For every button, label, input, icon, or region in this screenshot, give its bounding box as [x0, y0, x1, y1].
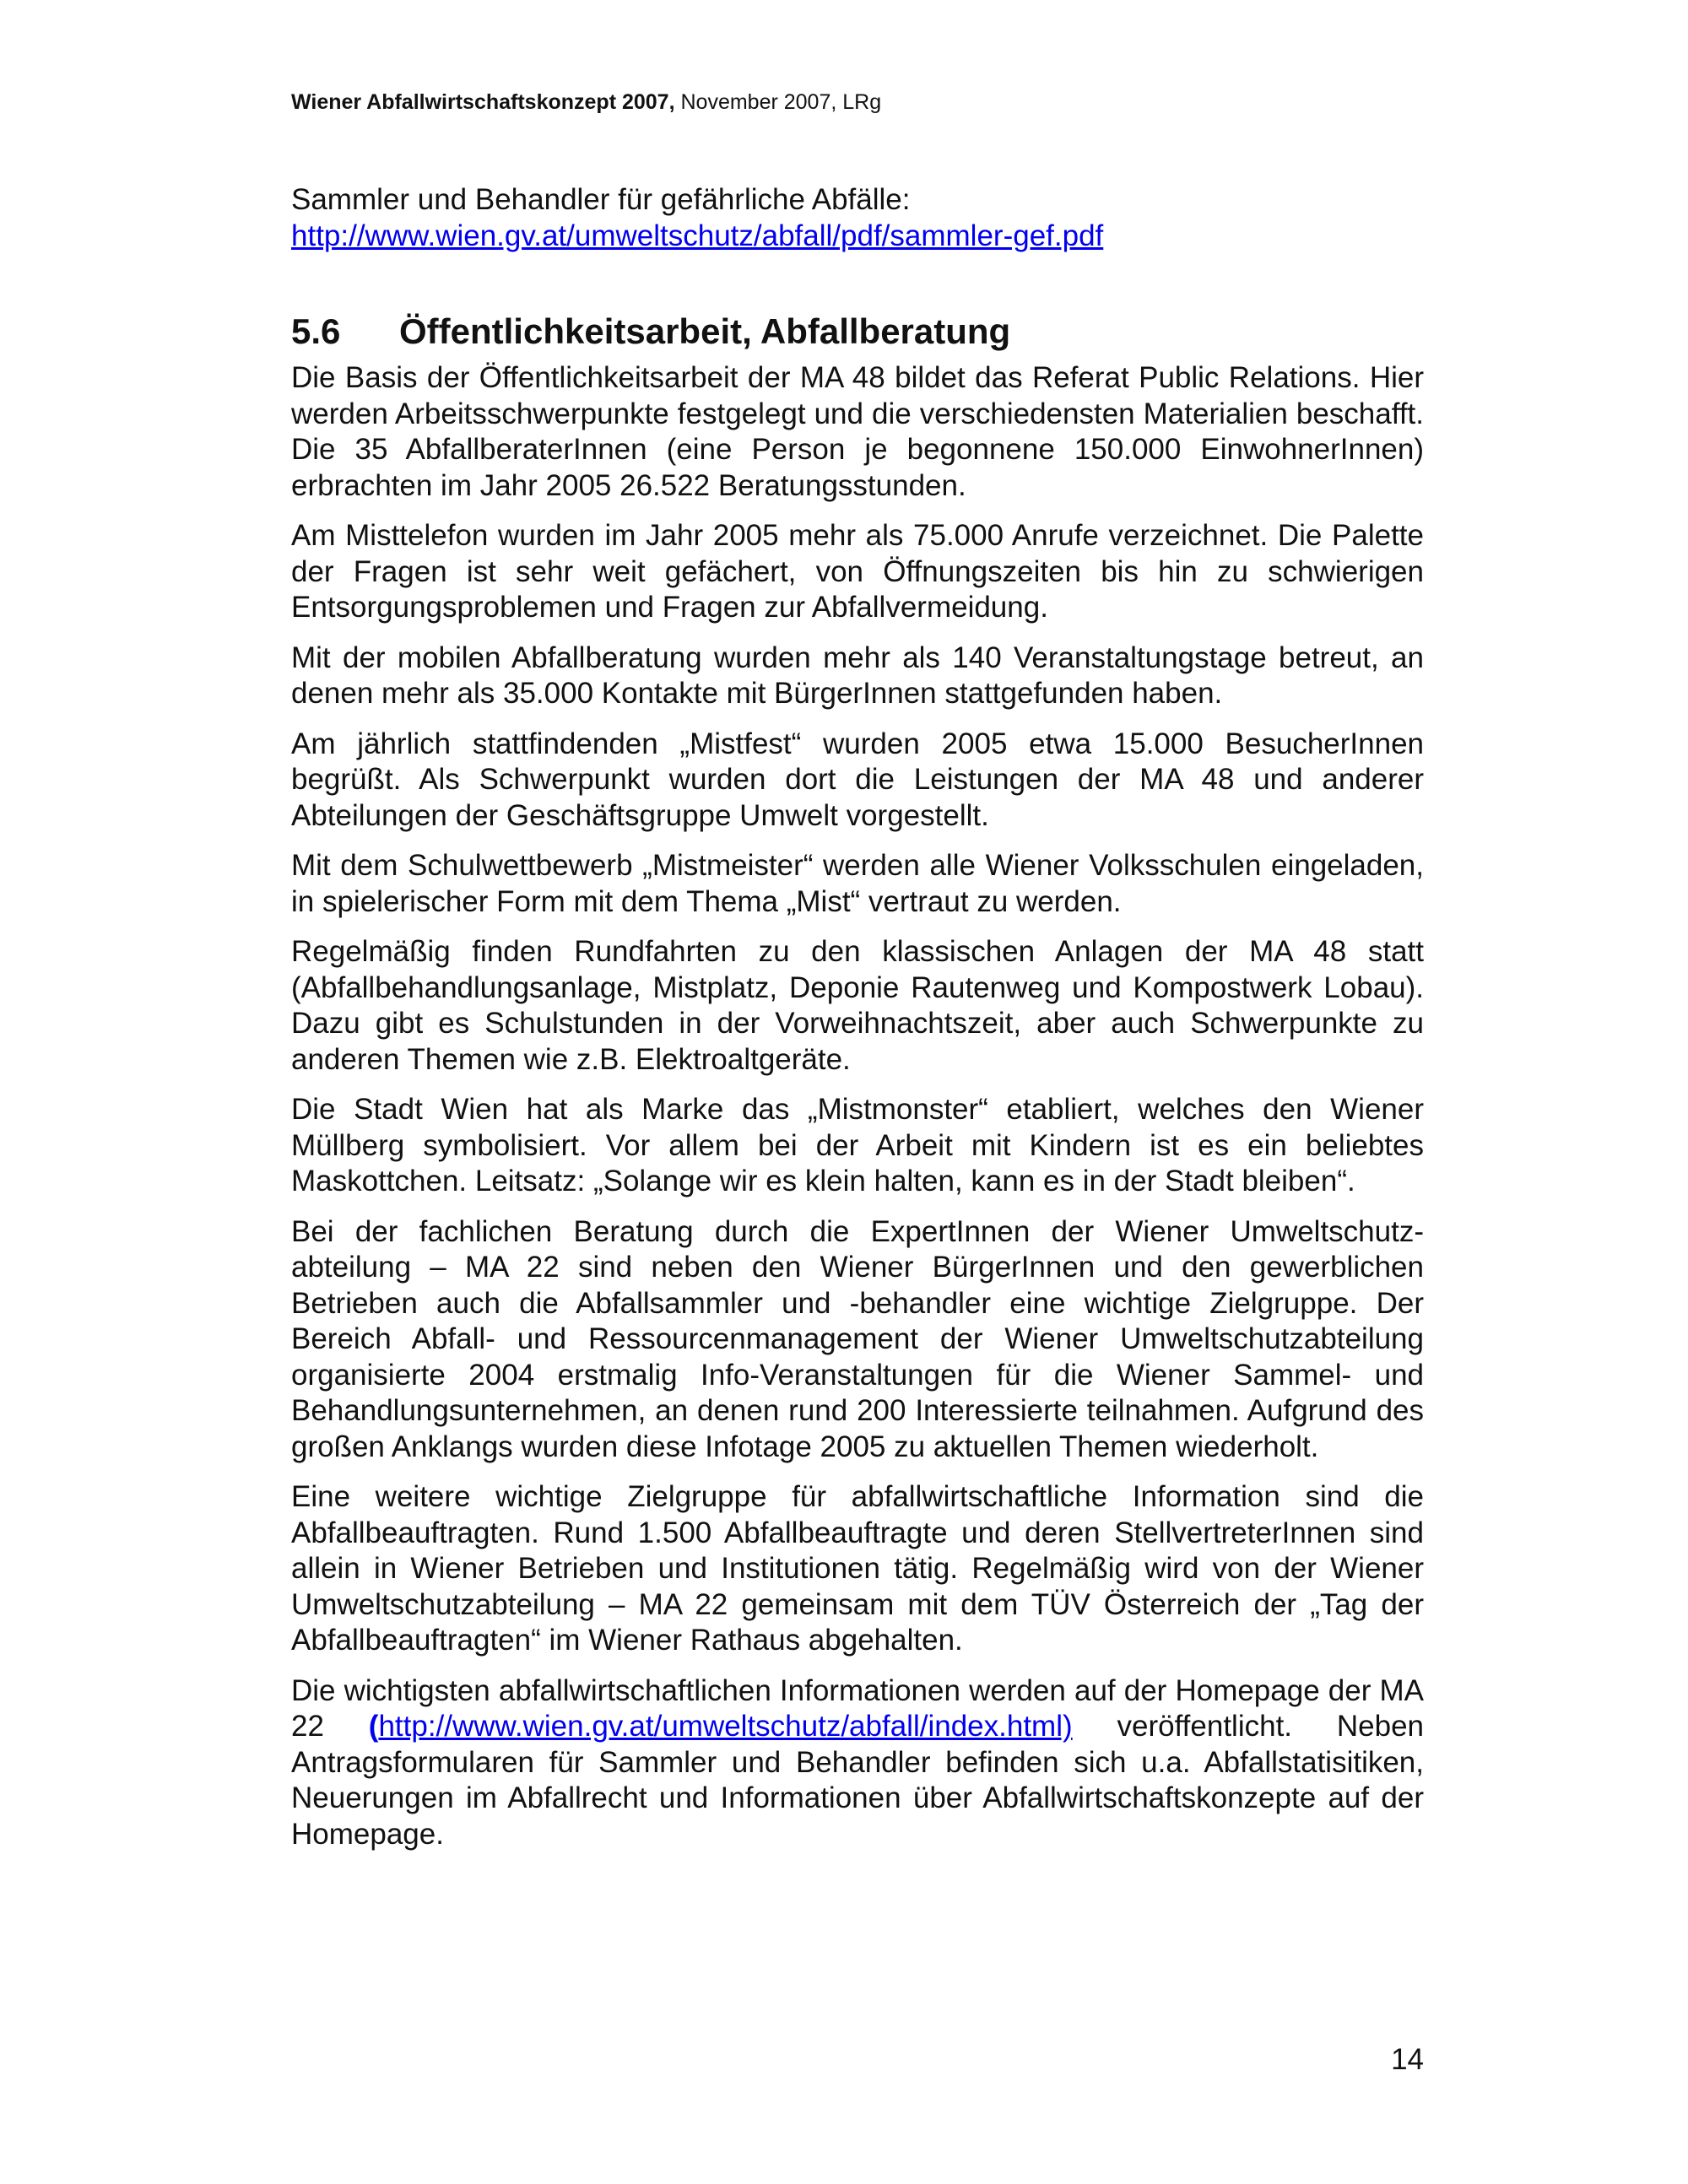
page-number: 14 — [1391, 2043, 1424, 2076]
section-number: 5.6 — [291, 311, 341, 351]
section-heading — [291, 308, 1424, 355]
paragraph-text-after-link: veröffentlicht. Neben Antragsformularen für Sammler und Behandler befinden sich u.a. Abfallstatisitiken, Neuerungen im Abfallrecht und Informationen über Abfallwirtschaftskonzepte auf der Homepage. — [291, 1710, 1424, 1851]
header-date: November 2007, LRg — [680, 90, 882, 114]
paragraph: Eine weitere wichtige Zielgruppe für abfallwirtschaftliche Information sind die Abfallbeauftragten. Rund 1.500 Abfallbeauftragte und deren StellvertreterInnen sind allein in Wiener Betrieben und Institutionen tätig. Regelmäßig wird von der Wiener Umweltschutzabteilung – MA 22 gemeinsam mit dem TÜV Österreich der „Tag der Abfallbeauftragten“ im Wiener Rathaus abgehalten. — [291, 1480, 1424, 1657]
hazardous-waste-collectors-link[interactable]: http://www.wien.gv.at/umweltschutz/abfall/pdf/sammler-gef.pdf — [291, 219, 1104, 252]
paragraph: Am Misttelefon wurden im Jahr 2005 mehr als 75.000 Anrufe verzeichnet. Die Palette der Fragen ist sehr weit gefächert, von Öffnungszeiten bis hin zu schwierigen Entsorgungsproblemen und Fragen zur Abfallvermeidung. — [291, 519, 1424, 624]
paragraph: Mit dem Schulwettbewerb „Mistmeister“ werden alle Wiener Volksschulen eingeladen, in spielerischer Form mit dem Thema „Mist“ vertraut zu werden. — [291, 849, 1424, 918]
paragraph: Mit der mobilen Abfallberatung wurden mehr als 140 Veranstaltungstage betreut, an denen mehr als 35.000 Kontakte mit BürgerInnen stattgefunden haben. — [291, 641, 1424, 710]
paragraph-homepage — [291, 1673, 1424, 1853]
paragraph: Bei der fachlichen Beratung durch die ExpertInnen der Wiener Umweltschutz-abteilung – MA 22 sind neben den Wiener BürgerInnen und den gewerblichen Betrieben auch die Abfallsammler und -behandler eine wichtige Zielgruppe. Der Bereich Abfall- und Ressourcenmanagement der Wiener Umweltschutzabteilung organisierte 2004 erstmalig Info-Veranstaltungen für die Wiener Sammel- und Behandlungsunternehmen, an denen rund 200 Interessierte teilnahmen. Aufgrund des großen Anklangs wurden diese Infotage 2005 zu aktuellen Themen wiederholt. — [291, 1214, 1424, 1463]
paragraph: Die Stadt Wien hat als Marke das „Mistmonster“ etabliert, welches den Wiener Müllberg symbolisiert. Vor allem bei der Arbeit mit Kindern ist es ein beliebtes Maskottchen. Leitsatz: „Solange wir es klein halten, kann es in der Stadt bleiben“. — [291, 1093, 1424, 1197]
main-content — [291, 182, 1424, 1852]
ma22-homepage-link[interactable]: http://www.wien.gv.at/umweltschutz/abfall/index.html) — [378, 1710, 1073, 1743]
section-title: Öffentlichkeitsarbeit, Abfallberatung — [399, 311, 1011, 351]
intro-text: Sammler und Behandler für gefährliche Abfälle: — [291, 183, 911, 216]
paragraph: Die Basis der Öffentlichkeitsarbeit der MA 48 bildet das Referat Public Relations. Hier werden Arbeitsschwerpunkte festgelegt und die verschiedensten Materialien beschafft. Die 35 AbfallberaterInnen (eine Person je begonnene 150.000 EinwohnerInnen) erbrachten im Jahr 2005 26.522 Beratungsstunden. — [291, 361, 1424, 502]
running-header — [291, 89, 881, 116]
paragraph: Regelmäßig finden Rundfahrten zu den klassischen Anlagen der MA 48 statt (Abfallbehandlungsanlage, Mistplatz, Deponie Rautenweg und Kompostwerk Lobau). Dazu gibt es Schulstunden in der Vorweihnachtszeit, aber auch Schwerpunkte zu anderen Themen wie z.B. Elektroaltgeräte. — [291, 935, 1424, 1076]
paragraph-text-before-link: Die wichtigsten abfallwirtschaftlichen Informationen werden auf der Homepage der MA 22 — [291, 1673, 1424, 1743]
link-open-paren: ( — [368, 1710, 379, 1743]
header-title: Wiener Abfallwirtschaftskonzept 2007, — [291, 90, 675, 114]
paragraph: Am jährlich stattfindenden „Mistfest“ wurden 2005 etwa 15.000 BesucherInnen begrüßt. Als Schwerpunkt wurden dort die Leistungen der MA 48 und anderer Abteilungen der Geschäftsgruppe Umwelt vorgestellt. — [291, 727, 1424, 832]
